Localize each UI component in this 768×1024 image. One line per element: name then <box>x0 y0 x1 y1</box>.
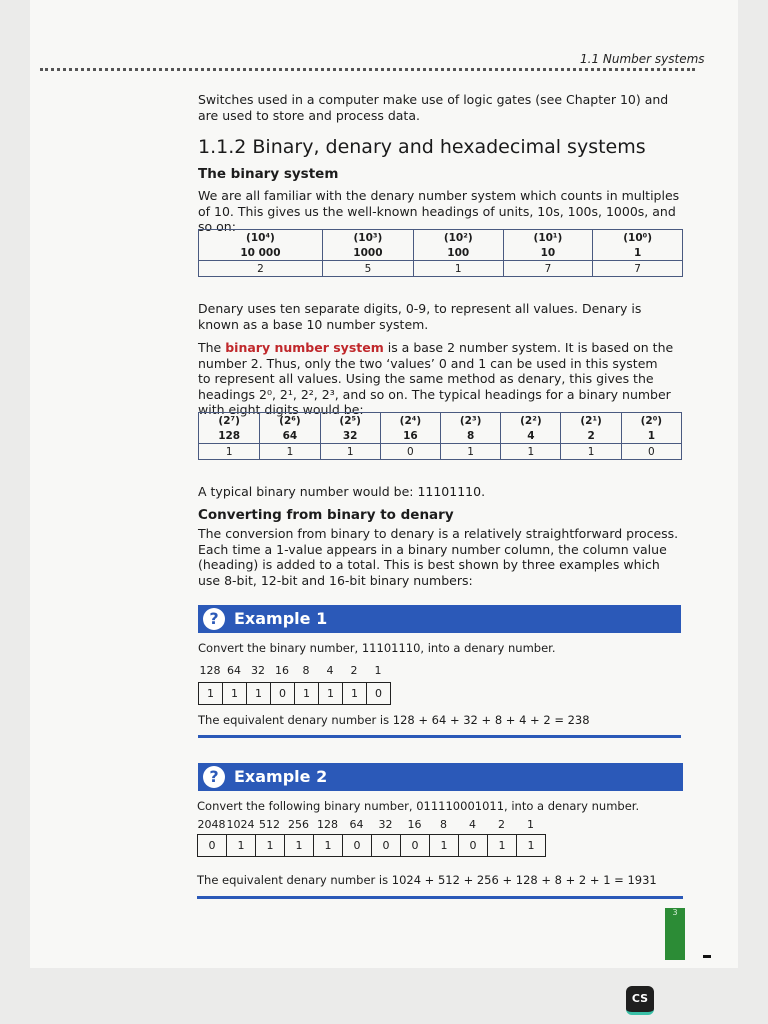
example2-bit-box: 1 <box>527 839 535 852</box>
running-head: 1.1 Number systems <box>580 52 705 66</box>
denary-table-headings-cell: 1000 <box>322 245 413 261</box>
denary-headings-table <box>198 229 683 277</box>
example1-bit-box: 1 <box>247 683 271 704</box>
example2-column-heading: 1 <box>527 818 534 831</box>
example2-bit-box: 0 <box>459 835 488 856</box>
section-title: 1.1.2 Binary, denary and hexadecimal systems <box>198 136 646 158</box>
example1-column-heading: 2 <box>350 664 358 677</box>
binary-table-row-powers <box>199 413 682 429</box>
intro-paragraph: Switches used in a computer make use of logic gates (see Chapter 10) and are used to store and process data. <box>198 92 669 123</box>
binary-system-heading: The binary system <box>198 166 339 182</box>
example1-column-heading: 128 <box>199 664 221 677</box>
example1-column-heading: 1 <box>374 664 382 677</box>
example2-column-heading: 512 <box>259 818 280 831</box>
binary-table-headings-cell: 16 <box>380 428 440 444</box>
binary-table-row-headings <box>199 428 682 444</box>
binary-number-system-term: binary number system <box>225 340 384 355</box>
denary-table-powers-cell: (10⁰) <box>593 230 683 246</box>
binary-table-digits-cell: 0 <box>380 444 440 460</box>
example2-column-heading: 16 <box>407 818 422 831</box>
example-2-result: The equivalent denary number is 1024 + 512 + 256 + 128 + 8 + 2 + 1 = 1931 <box>197 873 657 887</box>
binary-table-powers-cell: (2⁶) <box>260 413 320 429</box>
binary-table-digits-cell: 1 <box>320 444 380 460</box>
example2-column-heading: 1024 <box>226 818 255 831</box>
example2-bit-box: 1 <box>256 835 285 856</box>
denary-table-headings-cell: 10 000 <box>199 245 323 261</box>
example2-bit-box: 1 <box>430 835 459 856</box>
binary-table-digits-cell: 1 <box>260 444 320 460</box>
denary-base-paragraph: Denary uses ten separate digits, 0-9, to represent all values. Denary is known as a base 10 number system. <box>198 301 642 332</box>
example-2-bit-boxes <box>197 834 546 857</box>
binary-para-post: is a base 2 number system. It is based on the number 2. Thus, only the two ‘values’ 0 and 1 can be used in this system to represent all values. Using the same method as denary, this gives the headings 2⁰, 2¹, 2², 2³, and so on. The typical headings for a binary number with eight digits would be: <box>198 340 674 417</box>
example2-column-heading: 256 <box>288 818 309 831</box>
page-number: 3 <box>672 908 678 917</box>
binary-table-powers-cell: (2⁰) <box>621 413 681 429</box>
binary-system-paragraph <box>198 340 674 418</box>
example2-bit-box: 0 <box>401 835 430 856</box>
binary-table-digits-cell: 1 <box>441 444 501 460</box>
binary-table-headings-cell: 1 <box>621 428 681 444</box>
example2-column-heading: 32 <box>378 818 393 831</box>
binary-table-powers-cell: (2⁵) <box>320 413 380 429</box>
binary-table-row-digits <box>199 444 682 460</box>
example-2-bottom-rule <box>197 896 683 899</box>
denary-table-headings-cell: 100 <box>413 245 503 261</box>
example1-column-heading: 4 <box>326 664 334 677</box>
example2-bit-box: 1 <box>227 835 256 856</box>
example-1-result: The equivalent denary number is 128 + 64 + 32 + 8 + 4 + 2 = 238 <box>198 713 590 727</box>
binary-table-headings-cell: 2 <box>561 428 621 444</box>
binary-table-digits-cell: 0 <box>621 444 681 460</box>
dotted-divider <box>40 68 695 71</box>
scanner-logo: CS <box>626 986 654 1015</box>
denary-table-row-digits <box>199 261 683 277</box>
example1-bit-box: 1 <box>223 683 247 704</box>
binary-table-headings-cell: 64 <box>260 428 320 444</box>
example2-column-heading: 2 <box>498 818 505 831</box>
example1-column-heading: 64 <box>227 664 241 677</box>
example1-bit-box: 1 <box>295 683 319 704</box>
binary-table-digits-cell: 1 <box>199 444 260 460</box>
binary-table-headings-cell: 32 <box>320 428 380 444</box>
example1-bit-box: 1 <box>199 683 223 704</box>
example-2-label: Example 2 <box>234 767 328 786</box>
denary-table-powers-cell: (10⁴) <box>199 230 323 246</box>
binary-table-powers-cell: (2⁷) <box>199 413 260 429</box>
denary-table-powers-cell: (10¹) <box>503 230 593 246</box>
example1-bit-box: 1 <box>319 683 343 704</box>
example2-column-heading: 2048 <box>197 818 226 831</box>
example-1-prompt: Convert the binary number, 11101110, into a denary number. <box>198 641 556 655</box>
question-mark-icon: ? <box>203 608 225 630</box>
binary-headings-table <box>198 412 682 460</box>
binary-table-powers-cell: (2¹) <box>561 413 621 429</box>
binary-table-digits-cell: 1 <box>561 444 621 460</box>
example1-bit-box: 1 <box>343 683 367 704</box>
binary-table-headings-cell: 4 <box>501 428 561 444</box>
question-mark-icon: ? <box>203 766 225 788</box>
example2-bit-box: 0 <box>372 835 401 856</box>
denary-intro-paragraph: We are all familiar with the denary number system which counts in multiples of 10. This gives us the well-known headings of units, 10s, 100s, 1000s, and so on: <box>198 188 680 234</box>
example-1-bit-boxes <box>198 682 391 705</box>
example1-column-heading: 8 <box>302 664 310 677</box>
converting-paragraph: The conversion from binary to denary is a relatively straightforward process. Each time a 1-value appears in a binary number column, the column value (heading) is added to a total. This is best shown by three examples which use 8-bit, 12-bit and 16-bit binary numbers: <box>198 526 679 588</box>
binary-table-powers-cell: (2²) <box>501 413 561 429</box>
page-number-tab <box>665 908 685 960</box>
example1-bit-box: 0 <box>271 683 295 704</box>
example2-column-heading: 64 <box>349 818 364 831</box>
example-1-banner <box>198 605 681 633</box>
example2-column-heading: 128 <box>317 818 338 831</box>
example1-bit-box: 0 <box>375 687 382 700</box>
denary-table-digits-cell: 1 <box>413 261 503 277</box>
denary-table-digits-cell: 5 <box>322 261 413 277</box>
example2-bit-box: 1 <box>285 835 314 856</box>
typical-binary-text: A typical binary number would be: 11101110. <box>198 484 486 499</box>
denary-table-row-headings <box>199 245 683 261</box>
denary-table-digits-cell: 2 <box>199 261 323 277</box>
denary-table-powers-cell: (10²) <box>413 230 503 246</box>
example2-column-heading: 8 <box>440 818 447 831</box>
binary-table-headings-cell: 128 <box>199 428 260 444</box>
example2-bit-box: 1 <box>488 835 517 856</box>
example-2-banner <box>198 763 683 791</box>
example2-bit-box: 0 <box>198 835 227 856</box>
example-1-label: Example 1 <box>234 609 328 628</box>
binary-table-headings-cell: 8 <box>441 428 501 444</box>
binary-para-pre: The <box>198 340 226 355</box>
denary-table-powers-cell: (10³) <box>322 230 413 246</box>
denary-table-digits-cell: 7 <box>593 261 683 277</box>
example1-column-heading: 32 <box>251 664 265 677</box>
example2-bit-box: 0 <box>343 835 372 856</box>
example-2-prompt: Convert the following binary number, 011110001011, into a denary number. <box>197 799 640 813</box>
denary-table-headings-cell: 10 <box>503 245 593 261</box>
example2-bit-box: 1 <box>314 835 343 856</box>
denary-table-digits-cell: 7 <box>503 261 593 277</box>
denary-table-row-powers <box>199 230 683 246</box>
converting-heading: Converting from binary to denary <box>198 507 454 523</box>
example1-column-heading: 16 <box>275 664 289 677</box>
example-1-bottom-rule <box>198 735 681 738</box>
example2-column-heading: 4 <box>469 818 476 831</box>
binary-table-powers-cell: (2³) <box>441 413 501 429</box>
binary-table-digits-cell: 1 <box>501 444 561 460</box>
denary-table-headings-cell: 1 <box>593 245 683 261</box>
page-mark <box>703 955 711 958</box>
binary-table-powers-cell: (2⁴) <box>380 413 440 429</box>
